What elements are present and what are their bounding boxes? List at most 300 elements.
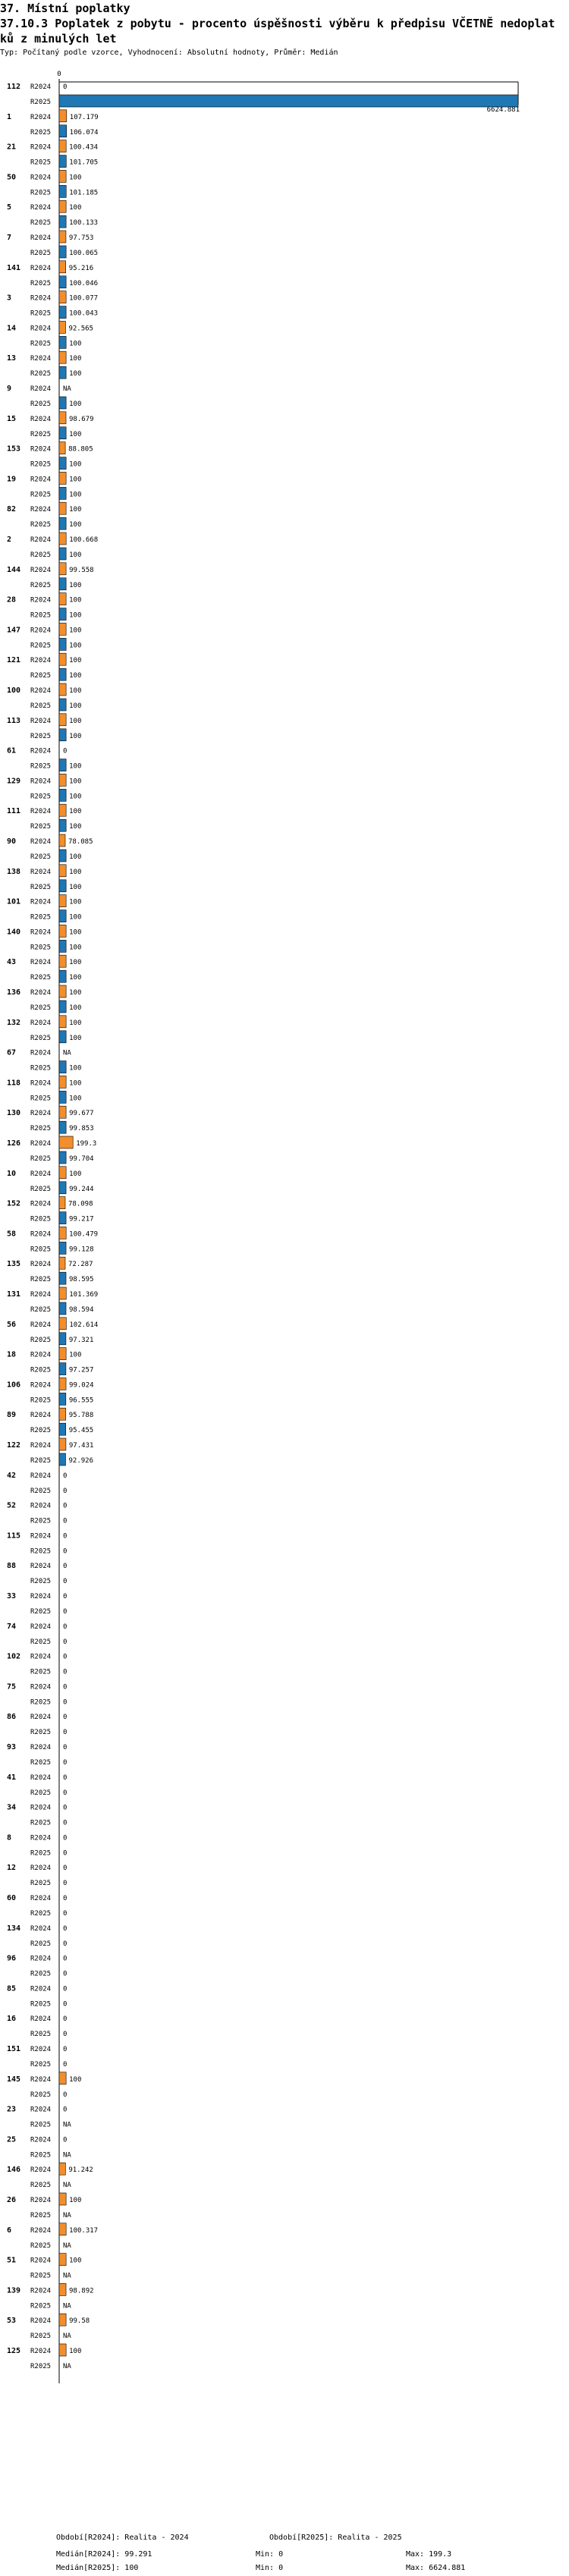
- value-label: 0: [63, 1608, 68, 1616]
- series-label: R2025: [30, 1095, 52, 1103]
- value-label: 100: [69, 1095, 82, 1103]
- series-label: R2024: [30, 1261, 52, 1269]
- series-label: R2024: [30, 2287, 52, 2295]
- value-label: 100.317: [69, 2226, 99, 2235]
- bar-r2025: [59, 517, 66, 529]
- value-label: 100.133: [69, 219, 99, 228]
- bar-r2024: [59, 291, 66, 303]
- series-label: R2024: [30, 174, 52, 182]
- series-label: R2025: [30, 2182, 52, 2190]
- group-label: 2: [7, 536, 12, 544]
- value-label: 0: [63, 1472, 68, 1480]
- series-label: R2025: [30, 2363, 52, 2370]
- series-label: R2024: [30, 536, 52, 544]
- bar-r2024: [59, 2344, 66, 2356]
- value-label: 0: [63, 1895, 68, 1902]
- group-label: 50: [7, 173, 17, 182]
- bar-r2025: [59, 276, 66, 288]
- series-label: R2024: [30, 1864, 52, 1873]
- series-label: R2024: [30, 1653, 52, 1661]
- value-label: 100: [69, 732, 82, 740]
- group-label: 13: [7, 354, 17, 363]
- bar-r2025: [59, 699, 66, 711]
- value-label: 100: [69, 506, 82, 514]
- series-label: R2025: [30, 974, 52, 982]
- series-label: R2025: [30, 128, 52, 137]
- bar-r2024: [59, 1257, 65, 1269]
- group-label: 58: [7, 1230, 17, 1239]
- bar-r2025: [59, 789, 66, 801]
- bar-r2025: [59, 246, 66, 258]
- group-label: 144: [7, 565, 21, 574]
- bar-r2025: [59, 1242, 66, 1254]
- value-label: NA: [63, 2241, 71, 2250]
- bar-r2025: [59, 336, 66, 348]
- series-label: R2024: [30, 234, 52, 242]
- bar-r2024: [59, 683, 66, 696]
- stat-median-2025: Medián[R2025]: 100: [56, 2564, 139, 2572]
- value-label: 100: [69, 2075, 82, 2084]
- series-label: R2024: [30, 2106, 52, 2114]
- group-label: 74: [7, 1622, 17, 1631]
- value-label: 100: [69, 928, 82, 937]
- group-label: 14: [7, 324, 17, 333]
- bar-r2024: [59, 2193, 66, 2205]
- value-label: 0: [63, 1502, 68, 1510]
- series-label: R2025: [30, 1608, 52, 1616]
- stat-min-2024: Min: 0: [256, 2550, 284, 2559]
- group-label: 8: [7, 1833, 12, 1842]
- bar-r2025: [59, 427, 66, 439]
- bar-r2024: [59, 110, 67, 122]
- series-label: R2024: [30, 1773, 52, 1782]
- series-label: R2024: [30, 1683, 52, 1692]
- bar-r2025: [59, 608, 66, 620]
- series-label: R2024: [30, 2348, 52, 2355]
- series-label: R2024: [30, 143, 52, 152]
- group-label: 19: [7, 475, 17, 484]
- bar-r2025: [59, 487, 66, 499]
- value-label: 100: [69, 627, 82, 635]
- group-label: 102: [7, 1652, 21, 1661]
- group-label: 136: [7, 988, 21, 997]
- series-label: R2024: [30, 868, 52, 876]
- series-label: R2025: [30, 823, 52, 831]
- value-label: 99.217: [69, 1215, 94, 1224]
- value-label: 0: [63, 1773, 68, 1782]
- series-label: R2025: [30, 430, 52, 438]
- series-label: R2025: [30, 2121, 52, 2129]
- value-label: 100: [69, 1034, 82, 1042]
- group-label: 67: [7, 1048, 17, 1057]
- bar-r2025: [59, 95, 518, 107]
- series-label: R2025: [30, 732, 52, 740]
- series-label: R2025: [30, 159, 52, 167]
- value-label: 0: [63, 2106, 68, 2114]
- bar-r2025: [59, 457, 66, 470]
- value-label: 0: [63, 1683, 68, 1692]
- series-label: R2025: [30, 1698, 52, 1707]
- bar-r2024: [59, 321, 65, 333]
- value-label: 0: [63, 1759, 68, 1767]
- bar-r2024: [59, 955, 66, 967]
- value-label: 0: [63, 83, 68, 91]
- bar-r2025: [59, 1453, 65, 1465]
- value-label: NA: [63, 2272, 71, 2280]
- bar-r2025: [59, 397, 66, 409]
- series-label: R2024: [30, 1472, 52, 1480]
- series-label: R2024: [30, 1895, 52, 1902]
- bar-r2024: [59, 593, 66, 605]
- group-label: 88: [7, 1562, 17, 1571]
- bar-r2024: [59, 200, 66, 212]
- bar-r2024: [59, 1438, 66, 1450]
- value-label: 0: [63, 2046, 68, 2053]
- series-label: R2024: [30, 1924, 52, 1933]
- group-label: 152: [7, 1199, 21, 1208]
- value-label: 100: [69, 898, 82, 906]
- series-label: R2025: [30, 1064, 52, 1073]
- group-label: 151: [7, 2045, 21, 2053]
- group-label: 86: [7, 1713, 17, 1722]
- series-label: R2024: [30, 1019, 52, 1027]
- series-label: R2024: [30, 1170, 52, 1178]
- group-label: 125: [7, 2347, 21, 2355]
- value-label: 100.077: [69, 294, 99, 303]
- group-label: 106: [7, 1381, 21, 1390]
- series-label: R2024: [30, 2046, 52, 2053]
- series-label: R2025: [30, 853, 52, 861]
- series-label: R2024: [30, 1502, 52, 1510]
- series-label: R2024: [30, 627, 52, 635]
- series-label: R2025: [30, 279, 52, 287]
- value-label: 100: [69, 778, 82, 786]
- value-label: 100: [69, 657, 82, 665]
- series-label: R2024: [30, 1351, 52, 1359]
- value-label: 98.595: [69, 1276, 94, 1284]
- value-label: 100: [69, 2257, 82, 2265]
- group-label: 153: [7, 445, 21, 454]
- value-label: 97.753: [68, 234, 94, 242]
- value-label: 100: [69, 944, 82, 952]
- series-label: R2025: [30, 1910, 52, 1918]
- series-label: R2024: [30, 747, 52, 756]
- series-label: R2024: [30, 204, 52, 212]
- group-label: 53: [7, 2317, 17, 2326]
- value-label: 100: [69, 823, 82, 831]
- group-label: 147: [7, 626, 21, 635]
- value-label: 0: [63, 1729, 68, 1737]
- bar-r2024: [59, 1378, 66, 1390]
- series-label: R2024: [30, 566, 52, 574]
- series-label: R2024: [30, 1804, 52, 1812]
- group-label: 122: [7, 1441, 21, 1450]
- series-label: R2024: [30, 1079, 52, 1088]
- group-label: 41: [7, 1773, 17, 1782]
- value-label: 100: [69, 717, 82, 725]
- bar-r2024: [59, 2072, 66, 2084]
- series-label: R2025: [30, 1215, 52, 1224]
- value-label: 100: [69, 989, 82, 997]
- value-label: 100: [69, 959, 82, 967]
- group-label: 9: [7, 385, 12, 393]
- group-label: 121: [7, 656, 21, 665]
- value-label: 0: [63, 2136, 68, 2144]
- value-label: 0: [63, 1804, 68, 1812]
- bar-r2025: [59, 1031, 66, 1043]
- value-label: 100.065: [69, 250, 99, 257]
- chart-title-line1: 37.10.3 Poplatek z pobytu - procento úspěšnosti výběru k předpisu VČETNĚ nedoplat: [0, 17, 555, 30]
- bar-r2025: [59, 1212, 66, 1224]
- series-label: R2025: [30, 2272, 52, 2280]
- stat-median-2024: Medián[R2024]: 99.291: [56, 2550, 152, 2559]
- series-label: R2024: [30, 596, 52, 605]
- bar-r2024: [59, 472, 66, 484]
- value-label: 78.098: [68, 1200, 93, 1208]
- bar-r2024: [59, 1227, 66, 1239]
- value-label: 100: [69, 2197, 82, 2204]
- section-title: 37. Místní poplatky: [0, 2, 130, 15]
- group-label: 52: [7, 1501, 17, 1510]
- value-label: 0: [63, 2091, 68, 2099]
- series-label: R2025: [30, 1366, 52, 1374]
- series-label: R2024: [30, 1744, 52, 1751]
- series-label: R2025: [30, 2091, 52, 2099]
- series-label: R2024: [30, 1532, 52, 1541]
- group-label: 126: [7, 1139, 21, 1148]
- series-label: R2025: [30, 1940, 52, 1948]
- bar-r2024: [59, 985, 66, 997]
- value-label: 88.805: [68, 445, 93, 454]
- group-label: 96: [7, 1954, 17, 1963]
- value-label: 100: [69, 611, 82, 620]
- bar-r2025: [59, 548, 66, 560]
- series-label: R2024: [30, 1714, 52, 1722]
- value-label: 100: [69, 476, 82, 484]
- value-label: NA: [63, 385, 71, 393]
- series-label: R2025: [30, 1155, 52, 1163]
- value-label: 98.892: [69, 2287, 94, 2295]
- series-label: R2024: [30, 1442, 52, 1450]
- group-label: 115: [7, 1531, 21, 1541]
- value-label: 199.3: [76, 1140, 97, 1148]
- group-label: 10: [7, 1169, 17, 1178]
- group-label: 1: [7, 112, 12, 121]
- series-label: R2025: [30, 1970, 52, 1978]
- series-label: R2024: [30, 1623, 52, 1631]
- series-label: R2024: [30, 113, 52, 121]
- series-label: R2024: [30, 898, 52, 906]
- value-label: 100: [69, 883, 82, 891]
- group-label: 33: [7, 1592, 17, 1601]
- series-label: R2025: [30, 521, 52, 529]
- bar-r2024: [59, 2254, 66, 2266]
- group-label: 82: [7, 505, 17, 514]
- group-label: 3: [7, 294, 12, 303]
- series-label: R2024: [30, 657, 52, 665]
- value-label: 0: [63, 1955, 68, 1963]
- group-label: 26: [7, 2196, 17, 2204]
- value-label: 99.853: [69, 1125, 94, 1133]
- bar-r2024: [59, 1106, 66, 1118]
- value-label: 100.479: [69, 1230, 99, 1239]
- series-label: R2025: [30, 1638, 52, 1646]
- value-label: 0: [63, 1849, 68, 1858]
- value-label: 95.216: [68, 264, 94, 272]
- bar-r2025: [59, 1423, 66, 1435]
- chart-title-line2: ků z minulých let: [0, 32, 117, 46]
- group-label: 131: [7, 1290, 21, 1299]
- series-label: R2024: [30, 1140, 52, 1148]
- value-label: 97.431: [68, 1442, 94, 1450]
- bar-r2025: [59, 668, 66, 680]
- bar-r2024: [59, 170, 66, 182]
- bar-r2025: [59, 729, 66, 741]
- value-label: 106.074: [69, 128, 99, 137]
- value-label: 78.085: [68, 838, 93, 846]
- value-label: 0: [63, 1532, 68, 1541]
- value-label: 100: [69, 460, 82, 469]
- bar-r2024: [59, 1197, 65, 1209]
- bar-r2024: [59, 140, 66, 152]
- bar-r2024: [59, 1318, 66, 1330]
- value-label: 91.242: [68, 2166, 93, 2175]
- value-label: 100: [69, 687, 82, 695]
- bar-r2024: [59, 834, 65, 847]
- bar-r2025: [59, 306, 66, 319]
- series-label: R2024: [30, 687, 52, 695]
- series-label: R2024: [30, 385, 52, 393]
- bar-r2024: [59, 1076, 66, 1088]
- series-label: R2025: [30, 1487, 52, 1495]
- series-label: R2024: [30, 1110, 52, 1118]
- value-label: 100.434: [69, 143, 99, 152]
- value-label: 72.287: [68, 1261, 93, 1269]
- bar-r2024: [59, 2163, 65, 2175]
- series-label: R2025: [30, 1547, 52, 1556]
- value-label: 101.185: [69, 189, 99, 197]
- series-label: R2024: [30, 1049, 52, 1057]
- group-label: 112: [7, 83, 21, 91]
- value-label: 92.926: [68, 1457, 94, 1465]
- stat-max-2025: Max: 6624.881: [406, 2564, 466, 2572]
- series-label: R2025: [30, 1306, 52, 1314]
- value-label: 0: [63, 2031, 68, 2039]
- bar-r2025: [59, 819, 66, 831]
- value-label: 100: [69, 491, 82, 499]
- value-label: 0: [63, 2000, 68, 2009]
- bar-r2024: [59, 351, 66, 363]
- series-label: R2025: [30, 551, 52, 559]
- series-label: R2025: [30, 2151, 52, 2160]
- bar-r2025: [59, 1272, 66, 1284]
- series-label: R2024: [30, 1834, 52, 1842]
- value-label: 100: [69, 430, 82, 438]
- value-label: NA: [63, 2151, 71, 2160]
- group-label: 5: [7, 203, 12, 212]
- series-label: R2025: [30, 1668, 52, 1676]
- bar-r2025: [59, 366, 66, 379]
- series-label: R2024: [30, 1381, 52, 1390]
- series-label: R2025: [30, 1819, 52, 1827]
- series-label: R2025: [30, 189, 52, 197]
- group-label: 93: [7, 1743, 17, 1751]
- series-label: R2025: [30, 2212, 52, 2219]
- group-label: 42: [7, 1471, 17, 1480]
- series-label: R2024: [30, 2257, 52, 2265]
- group-label: 12: [7, 1864, 17, 1873]
- group-label: 51: [7, 2256, 17, 2265]
- group-label: 138: [7, 867, 21, 876]
- series-label: R2024: [30, 1230, 52, 1239]
- bar-r2024: [59, 231, 66, 243]
- series-label: R2025: [30, 401, 52, 408]
- value-label: 0: [63, 1487, 68, 1495]
- group-label: 15: [7, 414, 17, 423]
- value-label: 0: [63, 1668, 68, 1676]
- series-label: R2025: [30, 611, 52, 620]
- value-label: 0: [63, 1638, 68, 1646]
- value-label: 0: [63, 1744, 68, 1751]
- value-label: 100: [69, 974, 82, 982]
- value-label: 97.257: [68, 1366, 94, 1374]
- value-label: 100: [69, 521, 82, 529]
- series-label: R2024: [30, 2226, 52, 2235]
- series-label: R2025: [30, 1849, 52, 1858]
- series-label: R2025: [30, 309, 52, 318]
- bar-r2024: [59, 714, 66, 726]
- group-label: 6: [7, 2226, 12, 2235]
- value-label: 95.788: [68, 1412, 94, 1420]
- value-label: 0: [63, 1653, 68, 1661]
- series-label: R2024: [30, 808, 52, 816]
- group-label: 89: [7, 1411, 17, 1420]
- value-label: 100: [69, 340, 82, 348]
- value-label: 100: [69, 1064, 82, 1073]
- group-label: 111: [7, 807, 21, 816]
- series-label: R2024: [30, 1955, 52, 1963]
- value-label: 0: [63, 1880, 68, 1888]
- value-label: 100: [69, 853, 82, 861]
- value-label: 100.668: [69, 536, 99, 544]
- value-label: 100: [69, 642, 82, 650]
- bar-r2025: [59, 1061, 66, 1073]
- series-label: R2025: [30, 883, 52, 891]
- bar-r2025: [59, 1363, 66, 1375]
- series-label: R2025: [30, 1034, 52, 1042]
- series-label: R2025: [30, 99, 52, 106]
- value-label: 100: [69, 1079, 82, 1088]
- group-label: 101: [7, 897, 21, 906]
- value-label: 100: [69, 1170, 82, 1178]
- series-label: R2025: [30, 2333, 52, 2341]
- chart-subtitle: Typ: Počítaný podle vzorce, Vyhodnocení: Absolutní hodnoty, Průměr: Medián: [0, 49, 338, 57]
- series-label: R2025: [30, 642, 52, 650]
- series-label: R2024: [30, 264, 52, 272]
- series-label: R2025: [30, 702, 52, 710]
- bar-r2024: [59, 1287, 66, 1299]
- group-label: 21: [7, 143, 17, 152]
- series-label: R2025: [30, 1517, 52, 1525]
- group-label: 146: [7, 2166, 21, 2175]
- legend-period-2024: Období[R2024]: Realita - 2024: [56, 2534, 189, 2542]
- value-label: 100: [69, 868, 82, 876]
- group-label: 100: [7, 686, 21, 695]
- series-label: R2025: [30, 1578, 52, 1586]
- series-label: R2024: [30, 989, 52, 997]
- series-label: R2024: [30, 355, 52, 363]
- value-label: 100: [69, 596, 82, 605]
